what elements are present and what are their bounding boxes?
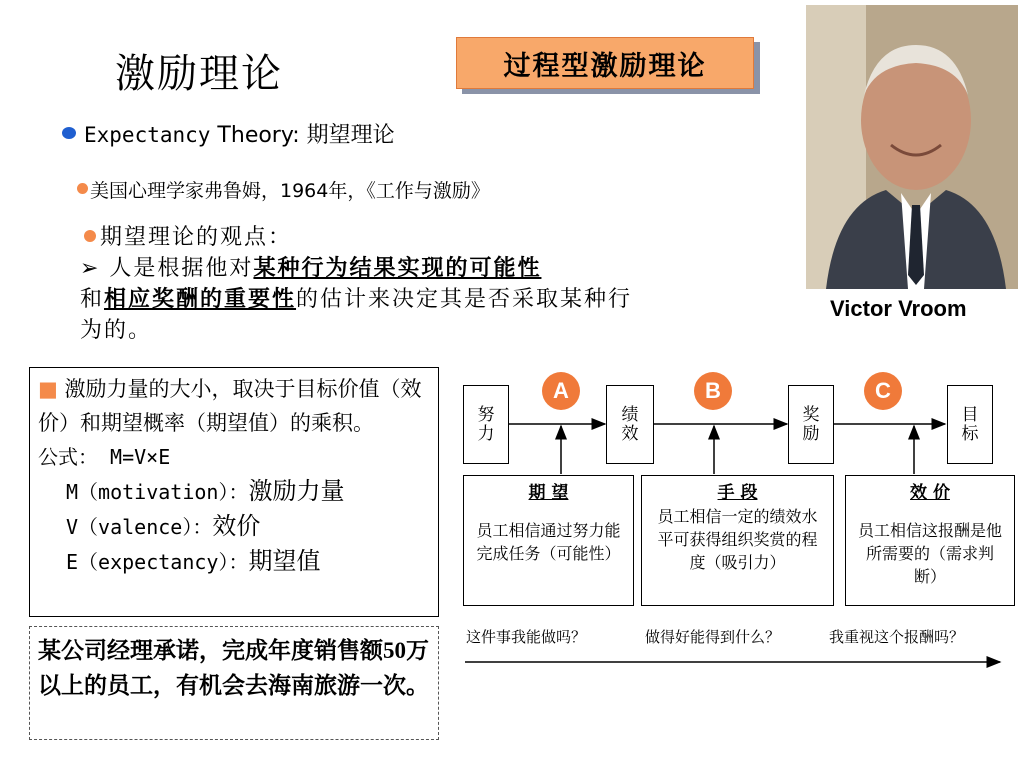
- formula-intro-text: 激励力量的大小，取决于目标价值（效价）和期望概率（期望值）的乘积。: [38, 377, 422, 435]
- viewpoint-heading: 期望理论的观点：: [100, 225, 293, 250]
- desc-instrumentality: [641, 475, 834, 606]
- node-goal-label: 目标: [961, 404, 979, 444]
- viewpoint-body: [80, 253, 640, 346]
- e-definition: [38, 544, 430, 579]
- theory-viewpoint: [80, 222, 640, 346]
- example-number: 50: [383, 638, 406, 663]
- example-text-1: 某公司经理承诺，完成年度销售额: [38, 637, 383, 664]
- e-value: 期望值: [248, 547, 321, 575]
- desc-instrumentality-head: 手 段: [717, 483, 758, 503]
- expectancy-word: Expectancy: [84, 123, 211, 147]
- v-label: V（valence）：: [66, 515, 213, 539]
- node-goal: [947, 385, 993, 464]
- bullet-dot-icon: [62, 127, 76, 139]
- process-theory-badge: 过程型激励理论: [456, 37, 754, 89]
- question-value-reward: 我重视这个报酬吗？: [829, 628, 965, 646]
- desc-expectancy: [463, 475, 634, 606]
- e-label: E（expectancy）：: [66, 550, 249, 574]
- desc-valence-head: 效 价: [910, 483, 950, 503]
- m-value: 激励力量: [248, 477, 345, 505]
- photo-caption: Victor Vroom: [830, 296, 967, 321]
- node-effort: [463, 385, 509, 464]
- expectancy-theory-line: [84, 118, 395, 149]
- desc-instrumentality-body: 员工相信一定的绩效水平可获得组织奖赏的程度（吸引力）: [657, 507, 818, 572]
- circle-b: B: [694, 372, 732, 410]
- victor-vroom-photo: [806, 5, 1018, 289]
- example-text-2: 万以上的员工，有机会去海南旅游一次。: [38, 637, 429, 699]
- node-performance-label: 绩效: [621, 404, 639, 444]
- node-effort-label: 努力: [477, 404, 495, 444]
- viewpoint-text-1: 人是根据他对: [100, 256, 254, 281]
- vroom-intro-line: 美国心理学家弗鲁姆，1964年，《工作与激励》: [90, 180, 490, 202]
- desc-valence: [845, 475, 1015, 606]
- importance-underline: 相应奖酬的重要性: [104, 286, 297, 312]
- formula-line: [38, 440, 430, 474]
- formula-text: 公式： M=V×E: [38, 445, 171, 469]
- formula-box: [29, 367, 439, 617]
- arrow-icon: ➢: [80, 256, 101, 281]
- node-performance: [606, 385, 654, 464]
- node-reward: [788, 385, 834, 464]
- question-what-get: 做得好能得到什么？: [645, 628, 781, 646]
- m-definition: [38, 474, 430, 509]
- desc-expectancy-head: 期 望: [528, 483, 569, 503]
- viewpoint-text-3: 的估计来决定其是否采取某种行为的。: [80, 287, 633, 343]
- question-can-do: 这件事我能做吗？: [466, 628, 587, 646]
- page-title: 激励理论: [115, 51, 283, 97]
- desc-expectancy-body: 员工相信通过努力能完成任务（可能性）: [476, 521, 621, 563]
- viewpoint-text-2: 和: [80, 287, 105, 312]
- desc-valence-body: 员工相信这报酬是他所需要的（需求判断）: [857, 521, 1002, 586]
- node-reward-label: 奖励: [802, 404, 820, 444]
- formula-intro: [38, 372, 430, 440]
- example-box: [29, 626, 439, 740]
- bullet-dot-icon: [77, 183, 88, 194]
- square-bullet-icon: ■: [38, 377, 58, 401]
- theory-text: Theory: 期望理论: [210, 123, 395, 148]
- circle-c: C: [864, 372, 902, 410]
- circle-a: A: [542, 372, 580, 410]
- possibility-underline: 某种行为结果实现的可能性: [253, 255, 542, 281]
- v-definition: [38, 509, 430, 544]
- v-value: 效价: [212, 512, 261, 540]
- m-label: M（motivation）：: [66, 480, 249, 504]
